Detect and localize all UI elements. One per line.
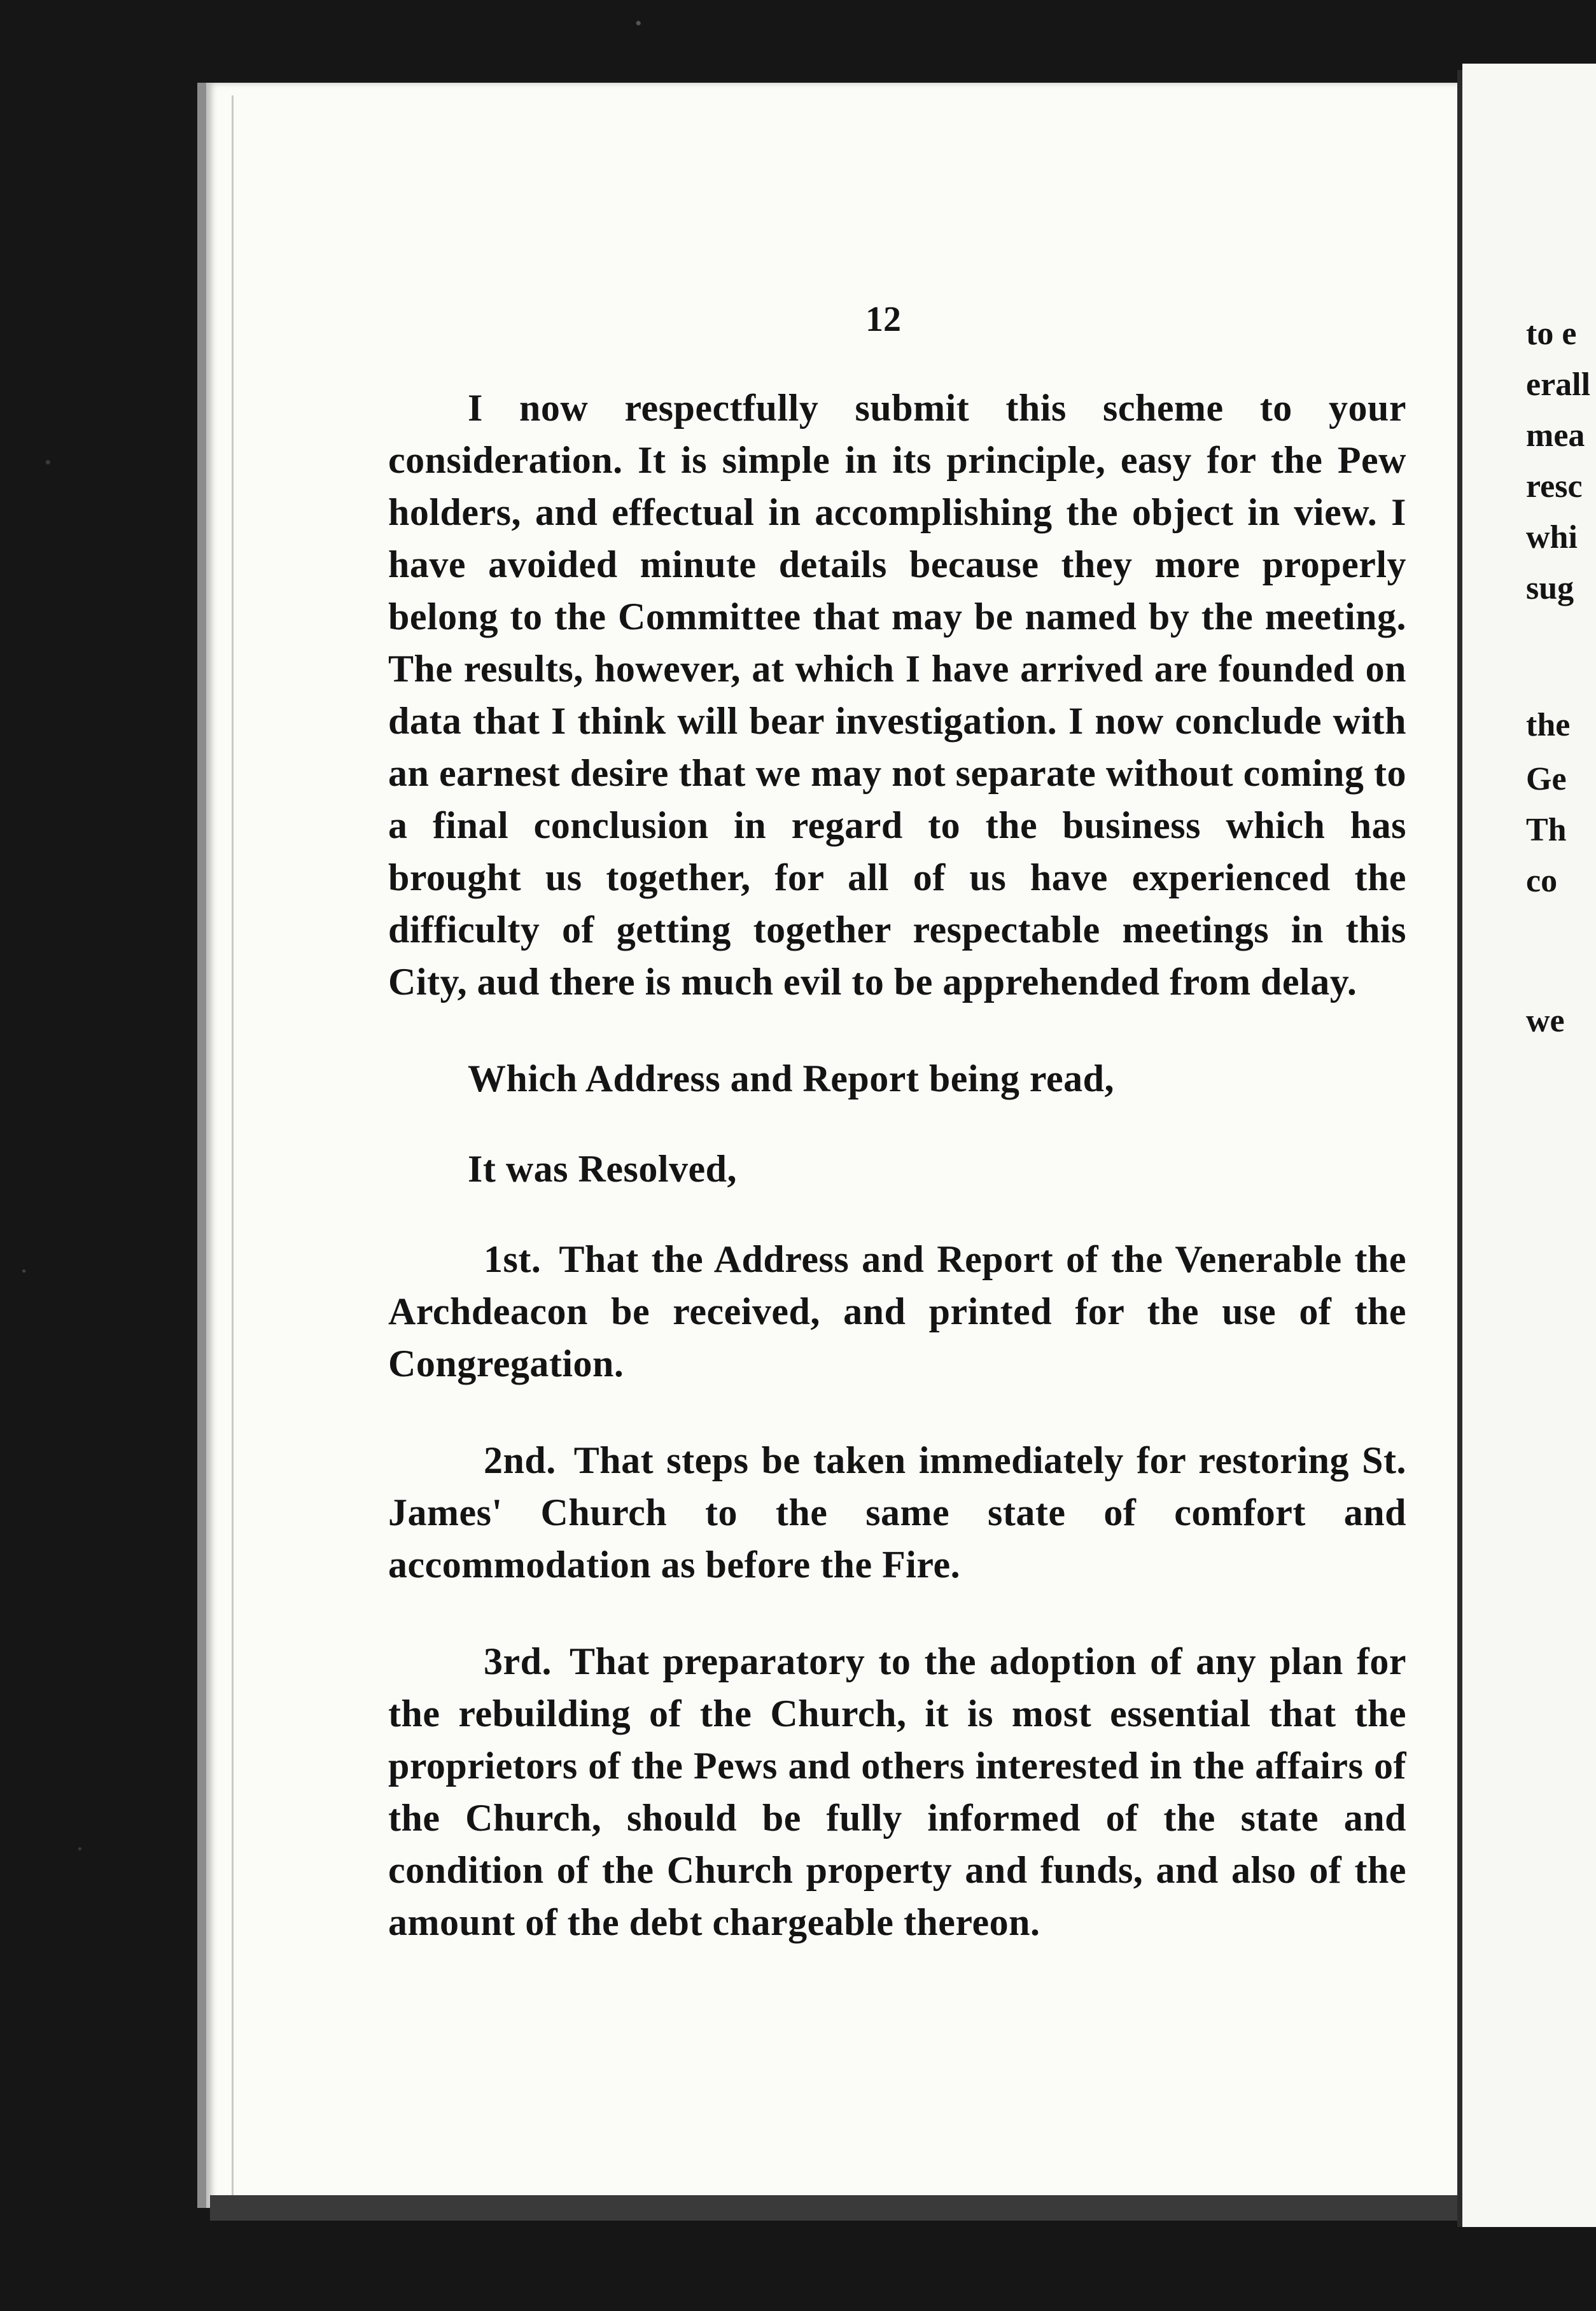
resolution-number: 1st. bbox=[484, 1238, 542, 1280]
resolution-3 bbox=[388, 1635, 1406, 1948]
facing-fragment: co bbox=[1526, 863, 1558, 899]
resolution-number: 2nd. bbox=[484, 1439, 556, 1481]
facing-fragment: we bbox=[1526, 1003, 1565, 1039]
paragraph-resolved: It was Resolved, bbox=[468, 1148, 737, 1190]
page-gutter bbox=[1457, 70, 1462, 2227]
facing-fragment: Th bbox=[1526, 812, 1567, 848]
facing-fragment: mea bbox=[1526, 417, 1585, 454]
resolution-2 bbox=[388, 1434, 1406, 1591]
resolution-number: 3rd. bbox=[484, 1640, 552, 1682]
resolution-1 bbox=[388, 1233, 1406, 1390]
facing-fragment: the bbox=[1526, 707, 1571, 743]
resolution-text: That the Address and Report of the Venerable the Archdeacon be received, and printed for the use of the Congregation. bbox=[388, 1238, 1406, 1385]
page-number: 12 bbox=[865, 300, 901, 339]
page-bottom-edge bbox=[210, 2195, 1457, 2221]
facing-fragment: to e bbox=[1526, 316, 1577, 352]
facing-fragment: sug bbox=[1526, 570, 1574, 606]
facing-fragment: whi bbox=[1526, 519, 1578, 555]
resolution-text: That preparatory to the adoption of any plan for the rebuilding of the Church, it is most essential that the proprietors of the Pews and others interested in the affairs of the Church, should be fully informed of the state and condition of the Church property and funds, and also of the amount of the debt chargeable thereon. bbox=[388, 1640, 1406, 1943]
facing-fragment: Ge bbox=[1526, 761, 1567, 797]
facing-fragment: erall bbox=[1526, 367, 1591, 403]
body-text bbox=[388, 382, 1406, 1993]
facing-fragment: resc bbox=[1526, 468, 1583, 505]
paragraph-read: Which Address and Report being read, bbox=[468, 1058, 1114, 1100]
resolution-text: That steps be taken immediately for restoring St. James' Church to the same state of comfort and accommodation as before the Fire. bbox=[388, 1439, 1406, 1586]
paragraph-address: I now respectfully submit this scheme to your consideration. It is simple in its principle, easy for the Pew holders, and effectual in accomplishing the object in view. I have avoided minute details because they more properly belong to the Committee that may be named by the meeting. The results, however, at which I have arrived are founded on data that I think will bear investigation. I now conclude with an earnest desire that we may not separate without coming to a final conclusion in regard to the business which has brought us together, for all of us have experienced the difficulty of getting together respectable meetings in this City, aud there is much evil to be apprehended from delay. bbox=[388, 387, 1406, 1003]
